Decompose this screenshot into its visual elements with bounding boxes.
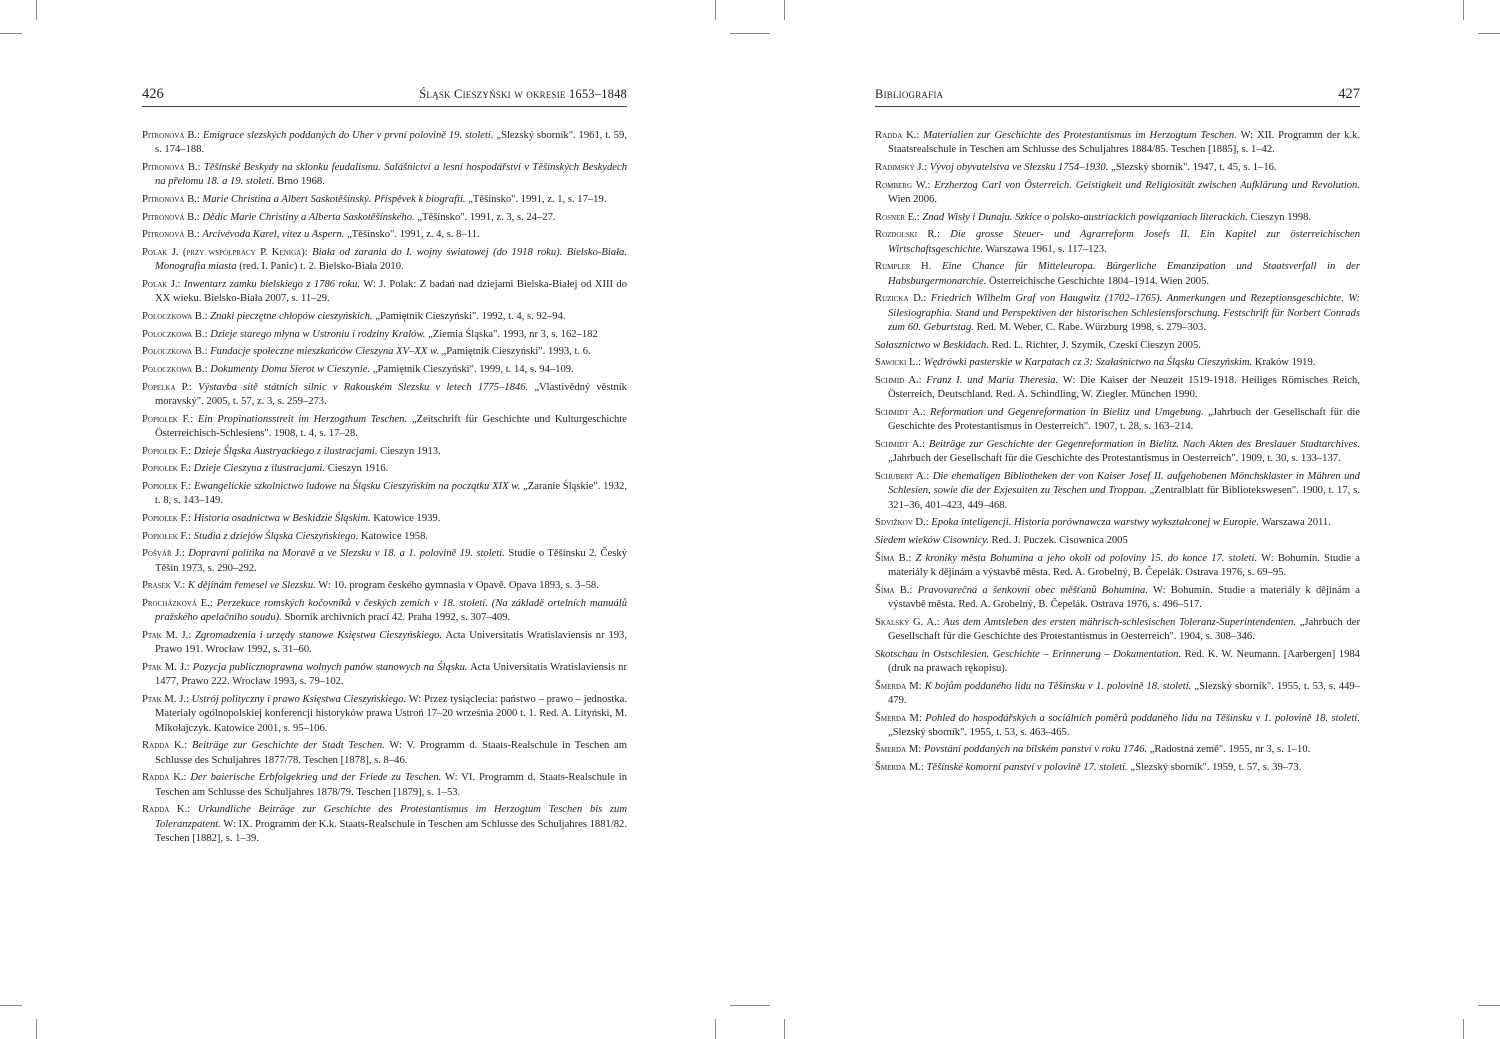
entry-details: „Jahrbuch der Gesellschaft für die Geschichte des Protestantismus in Oesterreich". 1909, t. 30, s. 133–137.	[888, 453, 1341, 465]
entry-title: Historia osadnictwa w Beskidzie Śląskim.	[193, 513, 371, 525]
bibliography-entry	[875, 179, 1360, 208]
entry-author: Pitronová B.:	[142, 130, 200, 141]
entry-details: Red. K. W. Neumann. [Aarbergen] 1984 (druk na prawach rękopisu).	[888, 648, 1360, 674]
entry-details: Red. L. Richter, J. Szymik, Czeski Cieszyn 2005.	[991, 339, 1201, 351]
entry-author: Popelka P.:	[142, 381, 192, 393]
entry-author: Poloczkowa B.:	[142, 311, 208, 322]
bibliography-entry	[142, 278, 627, 307]
crop-mark	[36, 0, 37, 20]
page-header	[875, 86, 1360, 107]
bibliography-entry	[142, 363, 627, 377]
entry-title: Ein Propinationsstreit im Herzogthum Teschen.	[197, 413, 408, 425]
bibliography-entry	[875, 680, 1360, 709]
bibliography-entry	[142, 547, 627, 576]
entry-details: „Slezský sborník". 1961, t. 59, s. 174–188.	[155, 130, 627, 156]
entry-title: Inwentarz zamku bielskiego z 1786 roku.	[183, 279, 361, 291]
entry-details: W: IX. Programm der K.k. Staats-Realschule in Teschen am Schlusse des Schuljahres 1881/82. Teschen [1882], s. 1–39.	[155, 818, 627, 844]
crop-mark	[0, 33, 22, 34]
entry-details: Acta Universitatis Wratislaviensis nr 193, Prawo 191. Wrocław 1992, s. 31–60.	[155, 630, 627, 656]
entry-author: Pošvář J.:	[142, 548, 185, 560]
bibliography-entry	[875, 260, 1360, 289]
entry-author: Poloczkowa B.:	[142, 328, 208, 340]
entry-title: Dzieje starego młyna w Ustroniu i rodziny Kralów.	[210, 328, 426, 340]
crop-mark	[784, 0, 785, 20]
entry-details: „Radostná země". 1955, nr 3, s. 1–10.	[1149, 744, 1311, 756]
bibliography-entry	[142, 193, 627, 207]
bibliography-entry	[875, 743, 1360, 757]
entry-details: „Slezský sborník". 1955, t. 53, s. 449–479.	[888, 680, 1360, 706]
bibliography-entry	[875, 648, 1360, 677]
entry-details: Warszawa 2011.	[1261, 517, 1331, 529]
entry-details: Katowice 1958.	[360, 530, 429, 542]
entry-title: Znad Wisły i Dunaju. Szkice o polsko-austriackich powiązaniach literackich.	[922, 211, 1248, 223]
entry-author: Pitronová B.:	[142, 211, 200, 223]
entry-details: „Zeitschrift für Geschichte und Kulturgeschichte Österreichisch-Schlesiens". 1908, t. 4, s. 17–28.	[155, 413, 627, 440]
entry-title: Emigrace slezských poddaných do Uher v první polovině 19. století.	[202, 130, 494, 141]
entry-title: Siedem wieków Cisownicy.	[875, 534, 989, 546]
page-number: 427	[1338, 86, 1360, 102]
bibliography-entry	[142, 462, 627, 476]
entry-title: Zgromadzenia i urzędy stanowe Księstwa Cieszyńskiego.	[195, 630, 443, 642]
entry-details: „Těšínsko". 1991, z. 3, s. 24–27.	[417, 211, 556, 223]
crop-mark	[1478, 33, 1500, 34]
entry-author: Radda K.:	[875, 130, 920, 141]
entry-author: Schmidt A.:	[875, 438, 926, 450]
entry-title: Skotschau in Ostschlesien. Geschichte – Erinnerung – Dokumentation.	[875, 648, 1182, 660]
bibliography-entry	[142, 413, 627, 442]
entry-title: K bojům poddaného lidu na Těšínsku v 1. polovině 18. století.	[924, 680, 1192, 692]
entry-title: Die ehemaligen Bibliotheken der von Kaiser Josef II. aufgehobenen Mönchsklaster in Mähren und Schlesien, sowie die der Exjesuiten zu Teschen und Troppau.	[888, 470, 1360, 497]
entry-author: Ruzicka D.:	[875, 293, 927, 305]
bibliography-entry	[142, 803, 627, 846]
left-page	[142, 86, 627, 850]
entry-details: „Vlastivědný věstník moravský". 2005, t. 57, z. 3, s. 259–273.	[155, 381, 627, 408]
entry-author: Ptak M. J.:	[142, 694, 189, 706]
bibliography-entry	[142, 771, 627, 800]
running-title: Bibliografia	[875, 87, 944, 101]
bibliography-entry	[142, 661, 627, 690]
entry-author: Schubert A.:	[875, 470, 930, 482]
crop-mark	[0, 1005, 22, 1006]
entry-title: Pozycja publicznoprawna wolnych panów stanowych na Śląsku.	[192, 662, 468, 674]
bibliography-entry	[875, 292, 1360, 335]
entry-author: Šíma B.:	[875, 552, 912, 564]
entry-title: Výstavba sítě státních silnic v Rakouském Slezsku v letech 1775–1846.	[198, 381, 529, 393]
bibliography-entry	[875, 470, 1360, 513]
entry-author: Radimský J.:	[875, 161, 928, 173]
entry-author: Skalský G. A.:	[875, 616, 940, 628]
crop-mark	[1478, 1005, 1500, 1006]
entry-details: W: Bohumín. Studie a materiály k dějinám a výstavbě města. Red. A. Grobelný, B. Čepelák. Ostrava 1976, s. 69–95.	[888, 552, 1360, 578]
bibliography-entry	[142, 739, 627, 768]
entry-title: Materialien zur Geschichte des Protestantismus im Herzogtum Teschen.	[923, 130, 1237, 141]
entry-title: Der baierische Erbfolgekrieg und der Friede zu Teschen.	[190, 772, 442, 784]
entry-title: Ustrój polityczny i prawo Księstwa Cieszyńskiego.	[191, 694, 407, 706]
entry-title: Beiträge zur Geschichte der Stadt Teschen.	[191, 740, 385, 752]
entry-details: „Ziemia Śląska". 1993, nr 3, s. 162–182	[428, 328, 598, 340]
entry-title: Těšínské komorní panství v polovině 17. století.	[926, 762, 1128, 774]
entry-details: Wien 2006.	[888, 193, 938, 205]
entry-details: W: Bohumín. Studie a materiály k dějinám a výstavbě města. Red. A. Grobelný, B. Čepelák. Ostrava 1976, s. 496–517.	[888, 584, 1360, 610]
bibliography-entry	[875, 761, 1360, 775]
bibliography-entry	[875, 211, 1360, 225]
entry-details: Katowice 1939.	[373, 513, 441, 525]
entry-author: Schmid A.:	[875, 374, 922, 386]
crop-mark	[36, 1019, 37, 1039]
entry-author: Sawicki L.:	[875, 357, 922, 369]
bibliography-entry	[142, 310, 627, 324]
bibliography-entry	[142, 693, 627, 736]
entry-author: Radda K.:	[142, 772, 187, 784]
bibliography-entry	[142, 129, 627, 158]
right-page	[875, 86, 1360, 779]
bibliography-entry	[875, 438, 1360, 467]
bibliography-entry	[142, 480, 627, 509]
entry-details: „Těšínsko". 1991, z. 4, s. 8–11.	[347, 229, 480, 241]
entry-title: Těšínské Beskydy na sklonku feudalismu. Salášnictví a lesní hospodářství v Těšínských Beskydech na přelomu 18. a 19. století.	[155, 161, 628, 188]
crop-mark	[784, 1019, 785, 1039]
entry-title: Biała od zarania do I. wojny światowej (do 1918 roku). Bielsko-Biała. Monografia miasta	[155, 247, 628, 273]
entry-title: Ewangelickie szkolnictwo ludowe na Śląsku Cieszyńskim na początku XIX w.	[194, 481, 521, 493]
entry-details: „Pamiętnik Cieszyński". 1992, t. 4, s. 92–94.	[375, 311, 566, 322]
bibliography-entry	[142, 579, 627, 593]
bibliography-entry	[142, 629, 627, 658]
entry-details: Cieszyn 1916.	[327, 463, 389, 475]
entry-title: Die grosse Steuer- und Agrarreform Josefs II. Ein Kapitel zur österreichischen Wirtschaftsgeschichte.	[888, 229, 1360, 255]
entry-title: Vývoj obyvatelstva ve Slezsku 1754–1930.	[929, 161, 1109, 173]
bibliography-entry	[142, 328, 627, 342]
entry-title: Marie Christina a Albert Saskotěšínský. Příspěvek k biografii.	[202, 193, 466, 205]
page-number: 426	[142, 86, 164, 102]
entry-author: Popiołek F.:	[142, 463, 192, 475]
crop-mark	[715, 0, 716, 20]
entry-author: Popiołek F.:	[142, 413, 194, 425]
entry-author: Rosner E.:	[875, 211, 920, 223]
entry-title: Znaki pieczętne chłopów cieszyńskich.	[210, 311, 373, 322]
entry-title: Dopravní politika na Moravě a ve Slezsku v 18. a 1. polovině 19. století.	[188, 548, 505, 560]
entry-title: Povstání poddaných na bílském panství v roku 1746.	[923, 744, 1148, 756]
entry-author: Schmidt A.:	[875, 406, 926, 418]
entry-details: W: 10. program českého gymnasia v Opavě. Opava 1893, s. 3–58.	[318, 580, 599, 592]
entry-details: Österreichische Geschichte 1804–1914. Wien 2005.	[989, 275, 1210, 287]
entry-author: Rozdolski R.:	[875, 229, 940, 241]
entry-details: W: J. Polak: Z badań nad dziejami Bielska-Białej od XIII do XX wieku. Bielsko-Biała 2007, s. 11–29.	[155, 279, 627, 305]
entry-details: Brno 1968.	[277, 176, 325, 188]
bibliography-entry	[875, 616, 1360, 645]
entry-title: Aus dem Amtsleben des ersten mährisch-schlesischen Toleranz-Superintendenten.	[943, 616, 1297, 628]
crop-mark	[715, 1019, 716, 1039]
entry-title: Z kroniky města Bohumína a jeho okolí od poloviny 15. do konce 17. století.	[915, 552, 1258, 564]
entry-details: W: VI. Programm d. Staats-Realschule in Teschen am Schlusse des Schuljahres 1878/79. Teschen [1879], s. 1–53.	[155, 772, 627, 798]
entry-title: Dzieje Śląska Austryackiego z ilustracjami.	[193, 445, 378, 457]
bibliography-entry	[875, 516, 1360, 530]
entry-title: Dědic Marie Christiny a Alberta Saskotěšínského.	[202, 211, 415, 223]
entry-author: Romberg W.:	[875, 179, 931, 191]
entry-title: K dějinám řemesel ve Slezsku.	[187, 580, 316, 592]
entry-details: „Těšínsko". 1991, z. 1, s. 17–19.	[468, 193, 607, 205]
entry-details: „Slezský sborník". 1959, t. 57, s. 39–73.	[1130, 762, 1302, 774]
bibliography-entry	[875, 552, 1360, 581]
entry-author: Polak J.:	[142, 279, 181, 291]
entry-author: Polak J. (przy współpracy P. Kenigа):	[142, 247, 308, 259]
entry-details: Sborník archivních prací 42. Praha 1992, s. 307–409.	[284, 612, 511, 624]
entry-author: Prasek V.:	[142, 580, 186, 592]
entry-author: Popiołek F.:	[142, 445, 192, 457]
bibliography-entry	[875, 374, 1360, 403]
entry-title: Wędrówki pasterskie w Karpatach cz 3: Szałaśnictwo na Śląsku Cieszyńskim.	[923, 357, 1253, 369]
entry-details: Red. J. Puczek. Cisownica 2005	[991, 534, 1128, 546]
crop-mark	[730, 33, 770, 34]
entry-author: Ptak M. J.:	[142, 630, 192, 642]
entry-details: „Slezský sborník". 1955, t. 53, s. 463–465.	[888, 726, 1070, 738]
entry-title: Franz I. und Maria Theresia.	[926, 374, 1059, 386]
entry-author: Radda K.:	[142, 804, 191, 816]
entry-title: Dokumenty Domu Sierot w Cieszynie.	[210, 364, 371, 376]
running-title: Śląsk Cieszyński w okresie 1653–1848	[419, 87, 627, 101]
bibliography-entry	[875, 356, 1360, 370]
bibliography-entry	[875, 712, 1360, 741]
entry-title: Fundacje społeczne mieszkańców Cieszyna XV–XX w.	[210, 346, 439, 358]
bibliography-entry	[142, 597, 627, 626]
entry-details: „Zentralblatt für Bibliotekswesen". 1900, t. 17, s. 321–36, 401–423, 449–468.	[888, 485, 1360, 511]
bibliography-entry	[142, 161, 627, 190]
entry-details: W: XII. Programm der k.k. Staatsrealschule in Teschen am Schlusse des Schuljahres 1884/85. Teschen [1885], s. 1–42.	[888, 130, 1361, 156]
entry-author: Sdvižkov D.:	[875, 517, 929, 529]
entry-title: Studia z dziejów Śląska Cieszyńskiego.	[193, 530, 359, 542]
bibliography-list	[875, 129, 1360, 775]
entry-title: Urkundliche Beiträge zur Geschichte des Protestantismus im Herzogtum Teschen bis zum Toleranzpatent.	[155, 804, 628, 830]
bibliography-entry	[142, 381, 627, 410]
entry-author: Ptak M. J.:	[142, 662, 190, 674]
entry-details: W: Die Kaiser der Neuzeit 1519-1918. Heiliges Römisches Reich, Österreich, Deutschland. Red. A. Schindling, W. Ziegler. München 1990.	[888, 374, 1360, 401]
entry-details: (red. I. Panic) t. 2. Bielsko-Biała 2010.	[239, 261, 404, 273]
bibliography-list	[142, 129, 627, 846]
entry-details: „Jahrbuch der Gesellschaft für die Geschichte des Protestantismus in Oesterreich". 1904, s. 308–346.	[888, 616, 1360, 642]
entry-title: Perzekuce romských kočovníků v českých zemích v 18. století. (Na základě ortelních manuálů pražského apelačního soudu).	[155, 598, 627, 624]
bibliography-entry	[142, 345, 627, 359]
entry-title: Eine Chance für Mitteleuropa. Bürgerliche Emanzipation und Staatsverfall in der Habsburgermonarchie.	[888, 261, 1360, 287]
entry-author: Rumpler H.	[875, 261, 932, 273]
entry-author: Poloczkowa B.:	[142, 364, 208, 376]
entry-author: Šíma B.:	[875, 584, 913, 596]
crop-mark	[1463, 1019, 1464, 1039]
entry-author: Procházková E.:	[142, 598, 213, 610]
bibliography-entry	[875, 584, 1360, 613]
entry-details: Studie o Těšínsku 2. Český Těšín 1973, s. 290–292.	[155, 548, 627, 574]
entry-author: Popiołek F.:	[142, 513, 192, 525]
page-header	[142, 86, 627, 107]
entry-details: W: Przez tysiąclecia: państwo – prawo – jednostka. Materiały ogólnopolskiej konferencji historyków prawa Ustroń 17–20 września 2000 t. 1. Red. A. Lityński, M. Mikołajczyk. Katowice 2001, s. 95–106.	[155, 694, 628, 734]
entry-details: Acta Universitatis Wratislaviensis nr 1477, Prawo 222. Wrocław 1993, s. 79–102.	[155, 662, 627, 688]
entry-details: Cieszyn 1998.	[1250, 211, 1312, 223]
entry-title: Beiträge zur Geschichte der Gegenreformation in Bielitz. Nach Akten des Breslauer Stadtarchives.	[928, 438, 1360, 450]
entry-author: Pitronová B.:	[142, 193, 200, 205]
entry-author: Šmerda M:	[875, 712, 922, 724]
entry-author: Radda K.:	[142, 740, 188, 752]
entry-title: Arcivévoda Karel, vítez u Aspern.	[202, 229, 345, 241]
bibliography-entry	[875, 406, 1360, 435]
bibliography-entry	[875, 161, 1360, 175]
bibliography-entry	[875, 534, 1360, 548]
entry-details: Warszawa 1961, s. 117–123.	[985, 243, 1107, 255]
entry-title: Dzieje Cieszyna z ilustracjami.	[193, 463, 326, 475]
entry-title: Reformation und Gegenreformation in Bielitz und Umgebung.	[930, 406, 1204, 418]
bibliography-entry	[142, 445, 627, 459]
bibliography-entry	[875, 129, 1360, 158]
entry-title: Epoka inteligencji. Historia porównawcza warstwy wykształconej w Europie.	[931, 517, 1260, 529]
crop-mark	[730, 1005, 770, 1006]
bibliography-entry	[142, 228, 627, 242]
entry-author: Šmerda M.:	[875, 762, 924, 774]
entry-title: Pravovarečná a šenkovní obec měšťanů Bohumína.	[917, 584, 1149, 596]
entry-details: Cieszyn 1913.	[380, 445, 441, 457]
entry-details: „Pamiętnik Cieszyński". 1999, t. 14, s. 94–109.	[372, 364, 574, 376]
entry-author: Poloczkowa B.:	[142, 346, 208, 358]
bibliography-entry	[142, 512, 627, 526]
entry-details: „Pamiętnik Cieszyński". 1993, t. 6.	[441, 346, 591, 358]
entry-details: Kraków 1919.	[1254, 357, 1316, 369]
bibliography-entry	[875, 228, 1360, 257]
entry-author: Popiołek F.:	[142, 530, 192, 542]
entry-title: Erzherzog Carl von Österreich. Geistigkeit und Religiosität zwischen Aufklärung und Revolution.	[934, 179, 1360, 191]
entry-title: Friedrich Wilhelm Graf von Haugwitz (1702–1765). Anmerkungen und Rezeptionsgeschichte. W: Silesiographia. Stand und Perspektiven der historischen Schlesiensforschung. Festschrift für Norbert Conrads zum 60. Geburtstag.	[888, 293, 1360, 333]
entry-details: Red. M. Weber, C. Rabe. Würzburg 1998, s. 279–303.	[976, 321, 1206, 333]
entry-author: Popiołek F.:	[142, 481, 192, 493]
entry-author: Šmerda M:	[875, 744, 922, 756]
entry-details: „Zaranie Śląskie". 1932, t. 8, s. 143–149.	[155, 481, 627, 507]
entry-author: Pitronová B.:	[142, 161, 201, 173]
crop-mark	[1463, 0, 1464, 20]
entry-details: „Jahrbuch der Gesellschaft für die Geschichte des Protestantismus in Oesterreich". 1907, t. 28, s. 163–214.	[888, 406, 1360, 433]
bibliography-entry	[142, 211, 627, 225]
bibliography-entry	[142, 530, 627, 544]
entry-title: Sałasznictwo w Beskidach.	[875, 339, 989, 351]
bibliography-entry	[142, 246, 627, 275]
entry-details: W: V. Programm d. Staats-Realschule in Teschen am Schlusse des Schuljahres 1877/78. Teschen [1878], s. 8–46.	[155, 740, 627, 766]
bibliography-entry	[875, 339, 1360, 353]
entry-title: Pohled do hospodářských a sociálních poměrů poddaného lidu na Těšínsku v 1. polovině 18. století.	[925, 712, 1360, 724]
entry-author: Šmerda M:	[875, 680, 922, 692]
entry-author: Pitronová B.:	[142, 229, 200, 241]
entry-details: „Slezský sborník". 1947, t. 45, s. 1–16.	[1111, 161, 1277, 173]
